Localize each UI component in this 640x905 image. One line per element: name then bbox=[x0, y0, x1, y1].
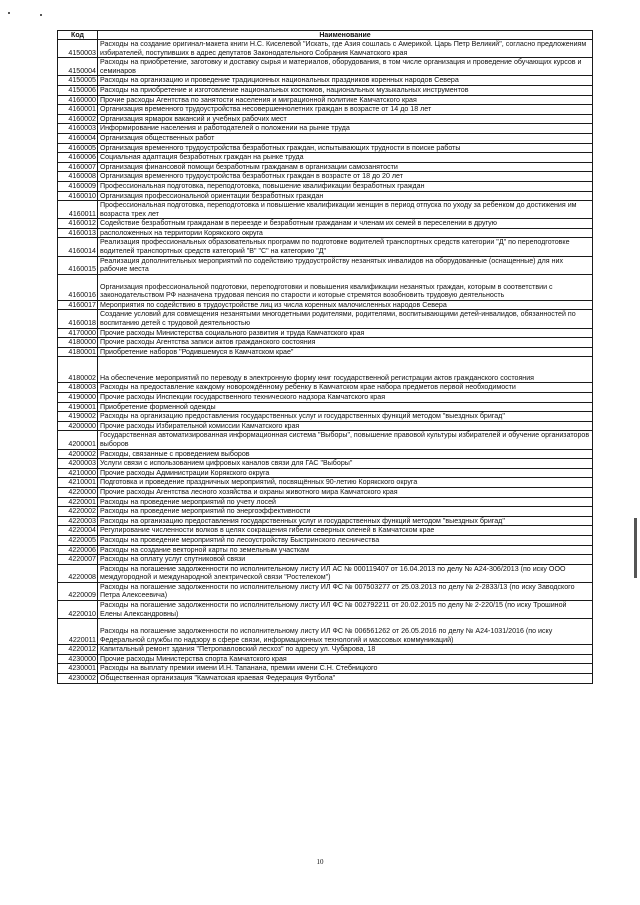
table-row bbox=[58, 645, 593, 655]
table-row bbox=[58, 114, 593, 124]
scan-speck bbox=[8, 12, 10, 14]
row-name: Подготовка и проведение праздничных мероприятий, посвящённых 90-летию Корякского округа bbox=[98, 478, 593, 488]
row-name: Расходы на погашение задолженности по исполнительному листу ИЛ ФС № 002792211 от 20.02.2015 по делу № 2-220/15 (по иску Трошиной Елены Александровны) bbox=[98, 601, 593, 619]
row-name: Расходы на проведение мероприятий по энергоэффективности bbox=[98, 507, 593, 517]
row-name: Прочие расходы Агентства лесного хозяйства и охраны животного мира Камчатского края bbox=[98, 487, 593, 497]
table-row bbox=[58, 654, 593, 664]
table-row bbox=[58, 58, 593, 76]
row-code: 4220010 bbox=[58, 601, 98, 619]
table-row bbox=[58, 300, 593, 310]
table-row bbox=[58, 421, 593, 431]
row-code: 4220006 bbox=[58, 545, 98, 555]
table-row bbox=[58, 459, 593, 469]
table-row bbox=[58, 76, 593, 86]
row-name: Реализация дополнительных мероприятий по содействию трудоустройству незанятых инвалидов на оборудованные (оснащенные) для них рабочие места bbox=[98, 256, 593, 274]
table-row bbox=[58, 133, 593, 143]
row-code: 4200003 bbox=[58, 459, 98, 469]
row-code: 4200001 bbox=[58, 431, 98, 449]
row-code: 4190000 bbox=[58, 393, 98, 403]
row-name: Расходы на создание оригинал-макета книги Н.С. Киселевой "Искать, где Азия сошлась с Америкой. Царь Петр Великий", согласно предложениям избирателей, поступивших в адрес депутатов Законодательного Собрания Камчатского края bbox=[98, 40, 593, 58]
row-code: 4220012 bbox=[58, 645, 98, 655]
row-name: Прочие расходы Министерства спорта Камчатского края bbox=[98, 654, 593, 664]
row-code: 4160005 bbox=[58, 143, 98, 153]
table-row bbox=[58, 564, 593, 582]
row-code: 4230001 bbox=[58, 664, 98, 674]
row-name: Регулирование численности волков в целях сокращения гибели северных оленей в Камчатском крае bbox=[98, 526, 593, 536]
table-row bbox=[58, 256, 593, 274]
table-row bbox=[58, 431, 593, 449]
table-row bbox=[58, 402, 593, 412]
row-name: Расходы на проведение мероприятий по учету лосей bbox=[98, 497, 593, 507]
row-code: 4160002 bbox=[58, 114, 98, 124]
table-row bbox=[58, 545, 593, 555]
table-row bbox=[58, 310, 593, 328]
table-row bbox=[58, 191, 593, 201]
row-code: 4180002 bbox=[58, 357, 98, 383]
row-name: Расходы на организацию предоставления государственных услуг и государственных функций методом "выездных бригад" bbox=[98, 412, 593, 422]
row-name: Расходы, связанные с проведением выборов bbox=[98, 449, 593, 459]
table-row bbox=[58, 347, 593, 357]
row-code: 4150006 bbox=[58, 85, 98, 95]
row-code: 4230000 bbox=[58, 654, 98, 664]
row-name: Прочие расходы Агентства по занятости населения и миграционной политике Камчатского края bbox=[98, 95, 593, 105]
row-name: Общественная организация "Камчатская краевая Федерация Футбола" bbox=[98, 674, 593, 684]
row-code: 4160013 bbox=[58, 228, 98, 238]
row-name: На обеспечение мероприятий по переводу в электронную форму книг государственной регистрации актов гражданского состояния bbox=[98, 357, 593, 383]
budget-code-table-container bbox=[57, 30, 593, 684]
row-name: Прочие расходы Министерства социального развития и труда Камчатского края bbox=[98, 328, 593, 338]
row-name: Профессиональная подготовка, переподготовка, повышение квалификации безработных граждан bbox=[98, 181, 593, 191]
header-name: Наименование bbox=[98, 31, 593, 40]
row-name: Расходы на организацию и проведение традиционных национальных праздников коренных народов Севера bbox=[98, 76, 593, 86]
row-code: 4220005 bbox=[58, 535, 98, 545]
table-row bbox=[58, 228, 593, 238]
page-number: 10 bbox=[316, 858, 324, 866]
table-row bbox=[58, 124, 593, 134]
row-code: 4160006 bbox=[58, 153, 98, 163]
row-code: 4160012 bbox=[58, 219, 98, 229]
row-code: 4160009 bbox=[58, 181, 98, 191]
row-code: 4160018 bbox=[58, 310, 98, 328]
row-code: 4160015 bbox=[58, 256, 98, 274]
table-row bbox=[58, 412, 593, 422]
table-row bbox=[58, 328, 593, 338]
row-name: Организация временного трудоустройства безработных граждан в возрасте от 18 до 20 лет bbox=[98, 172, 593, 182]
row-name: Организация ярмарок вакансий и учебных рабочих мест bbox=[98, 114, 593, 124]
row-name: Прочие расходы Инспекции государственного технического надзора Камчатского края bbox=[98, 393, 593, 403]
row-code: 4220003 bbox=[58, 516, 98, 526]
table-row bbox=[58, 535, 593, 545]
row-name: Организация финансовой помощи безработным гражданам в организации самозанятости bbox=[98, 162, 593, 172]
row-name: Государственная автоматизированная информационная система "Выборы", повышение правовой культуры избирателей и обучение организаторов выборов bbox=[98, 431, 593, 449]
row-name: Создание условий для совмещения незанятыми многодетными родителями, родителями, воспитывающими детей-инвалидов, обязанностей по воспитанию детей с трудовой деятельностью bbox=[98, 310, 593, 328]
row-code: 4180000 bbox=[58, 338, 98, 348]
row-code: 4190002 bbox=[58, 412, 98, 422]
row-code: 4160007 bbox=[58, 162, 98, 172]
row-name: Расходы на приобретение, заготовку и доставку сырья и материалов, оборудования, в том числе организация и проведение обучающих курсов и семинаров bbox=[98, 58, 593, 76]
row-code: 4160011 bbox=[58, 201, 98, 219]
row-name: Приобретение наборов "Родившемуся в Камчатском крае" bbox=[98, 347, 593, 357]
row-name: Расходы на создание векторной карты по земельным участкам bbox=[98, 545, 593, 555]
table-row bbox=[58, 619, 593, 645]
table-row bbox=[58, 478, 593, 488]
header-code: Код bbox=[58, 31, 98, 40]
table-row bbox=[58, 143, 593, 153]
row-name: Приобретение форменной одежды bbox=[98, 402, 593, 412]
row-code: 4160010 bbox=[58, 191, 98, 201]
row-code: 4220009 bbox=[58, 582, 98, 600]
table-row bbox=[58, 162, 593, 172]
row-code: 4230002 bbox=[58, 674, 98, 684]
row-code: 4190001 bbox=[58, 402, 98, 412]
table-row bbox=[58, 497, 593, 507]
row-code: 4210001 bbox=[58, 478, 98, 488]
table-row bbox=[58, 201, 593, 219]
row-code: 4220000 bbox=[58, 487, 98, 497]
table-row bbox=[58, 468, 593, 478]
row-name: Прочие расходы Агентства записи актов гражданского состояния bbox=[98, 338, 593, 348]
table-row bbox=[58, 383, 593, 393]
table-row bbox=[58, 601, 593, 619]
row-code: 4160014 bbox=[58, 238, 98, 256]
row-name: Расходы на выплату премии имени И.Н. Тапанана, премии имени С.Н. Стебницкого bbox=[98, 664, 593, 674]
row-code: 4160001 bbox=[58, 105, 98, 115]
table-row bbox=[58, 357, 593, 383]
table-row bbox=[58, 181, 593, 191]
row-name: Расходы на проведение мероприятий по лесоустройству Быстринского лесничества bbox=[98, 535, 593, 545]
row-code: 4160000 bbox=[58, 95, 98, 105]
row-code: 4220007 bbox=[58, 555, 98, 565]
scan-edge-mark bbox=[634, 518, 637, 578]
row-code: 4220002 bbox=[58, 507, 98, 517]
row-name: Организация профессиональной ориентации безработных граждан bbox=[98, 191, 593, 201]
row-name: Прочие расходы Администрации Корякского округа bbox=[98, 468, 593, 478]
row-code: 4210000 bbox=[58, 468, 98, 478]
row-name: Расходы на приобретение и изготовление национальных костюмов, национальных музыкальных инструментов bbox=[98, 85, 593, 95]
table-row bbox=[58, 153, 593, 163]
row-code: 4160017 bbox=[58, 300, 98, 310]
table-row bbox=[58, 674, 593, 684]
table-row bbox=[58, 40, 593, 58]
row-code: 4170000 bbox=[58, 328, 98, 338]
row-code: 4150003 bbox=[58, 40, 98, 58]
row-code: 4180001 bbox=[58, 347, 98, 357]
row-name: Прочие расходы Избирательной комиссии Камчатского края bbox=[98, 421, 593, 431]
row-name: Реализация профессиональных образовательных программ по подготовке водителей транспортных средств категории "Д" по переподготовке водителей транспортных средств категорий "В" "С" на категорию "Д" bbox=[98, 238, 593, 256]
row-code: 4200000 bbox=[58, 421, 98, 431]
row-code: 4150005 bbox=[58, 76, 98, 86]
row-name: Расходы на предоставление каждому новорождённому ребенку в Камчатском крае набора предметов первой необходимости bbox=[98, 383, 593, 393]
table-row bbox=[58, 449, 593, 459]
table-row bbox=[58, 487, 593, 497]
row-name: Организация временного трудоустройства несовершеннолетних граждан в возрасте от 14 до 18 лет bbox=[98, 105, 593, 115]
table-row bbox=[58, 172, 593, 182]
row-code: 4160004 bbox=[58, 133, 98, 143]
table-row bbox=[58, 582, 593, 600]
table-header-row bbox=[58, 31, 593, 40]
table-row bbox=[58, 516, 593, 526]
row-name: Содействие безработным гражданам в переезде и безработным гражданам и членам их семей в переселении в другую bbox=[98, 219, 593, 229]
row-name: Профессиональная подготовка, переподготовка и повышение квалификации женщин в период отпуска по уходу за ребенком до достижения им возраста трех лет bbox=[98, 201, 593, 219]
table-row bbox=[58, 238, 593, 256]
table-row bbox=[58, 85, 593, 95]
row-code: 4180003 bbox=[58, 383, 98, 393]
row-code: 4220008 bbox=[58, 564, 98, 582]
table-row bbox=[58, 507, 593, 517]
row-code: 4220004 bbox=[58, 526, 98, 536]
row-name: Расходы на погашение задолженности по исполнительному листу ИЛ АС № 000119407 от 16.04.2013 по делу № А24-306/2013 (по иску ООО междугородной и международной электрической связи "Ростелеком") bbox=[98, 564, 593, 582]
row-code: 4220011 bbox=[58, 619, 98, 645]
row-code: 4200002 bbox=[58, 449, 98, 459]
row-name: Услуги связи с использованием цифровых каналов связи для ГАС "Выборы" bbox=[98, 459, 593, 469]
row-name: Информирование населения и работодателей о положении на рынке труда bbox=[98, 124, 593, 134]
row-name: Расходы на оплату услуг спутниковой связи bbox=[98, 555, 593, 565]
row-code: 4160003 bbox=[58, 124, 98, 134]
table-body bbox=[58, 40, 593, 684]
row-name: Капитальный ремонт здания "Петропавловский лесхоз" по адресу ул. Чубарова, 18 bbox=[98, 645, 593, 655]
table-row bbox=[58, 219, 593, 229]
row-name: Организация временного трудоустройства безработных граждан, испытывающих трудности в поиске работы bbox=[98, 143, 593, 153]
row-name: Мероприятия по содействию в трудоустройстве лиц из числа коренных малочисленных народов Севера bbox=[98, 300, 593, 310]
row-name: Организация профессиональной подготовки, переподготовки и повышения квалификации незанятых граждан, которым в соответствии с законодательством РФ назначена трудовая пенсия по старости и которые стремятся возобновить трудовую деятельность bbox=[98, 274, 593, 300]
row-name: Организация общественных работ bbox=[98, 133, 593, 143]
row-code: 4150004 bbox=[58, 58, 98, 76]
row-name: Социальная адаптация безработных граждан на рынке труда bbox=[98, 153, 593, 163]
table-row bbox=[58, 105, 593, 115]
row-code: 4160008 bbox=[58, 172, 98, 182]
scan-speck bbox=[40, 14, 42, 16]
table-row bbox=[58, 274, 593, 300]
row-name: Расходы на погашение задолженности по исполнительному листу ИЛ ФС № 006561262 от 26.05.2016 по делу № А24-1031/2016 (по иску Федеральной службы по надзору в сфере связи, информационных технологий и массовых коммуникаций) bbox=[98, 619, 593, 645]
row-code: 4220001 bbox=[58, 497, 98, 507]
table-row bbox=[58, 338, 593, 348]
table-row bbox=[58, 95, 593, 105]
row-name: Расходы на организацию предоставления государственных услуг и государственных функций методом "выездных бригад" bbox=[98, 516, 593, 526]
row-name: расположенных на территории Корякского округа bbox=[98, 228, 593, 238]
row-name: Расходы на погашение задолженности по исполнительному листу ИЛ ФС № 007503277 от 25.03.2013 по делу № 2-2833/13 (по иску Заводского Петра Алексеевича) bbox=[98, 582, 593, 600]
budget-code-table bbox=[57, 30, 593, 684]
table-row bbox=[58, 555, 593, 565]
table-row bbox=[58, 393, 593, 403]
table-row bbox=[58, 526, 593, 536]
row-code: 4160016 bbox=[58, 274, 98, 300]
table-row bbox=[58, 664, 593, 674]
